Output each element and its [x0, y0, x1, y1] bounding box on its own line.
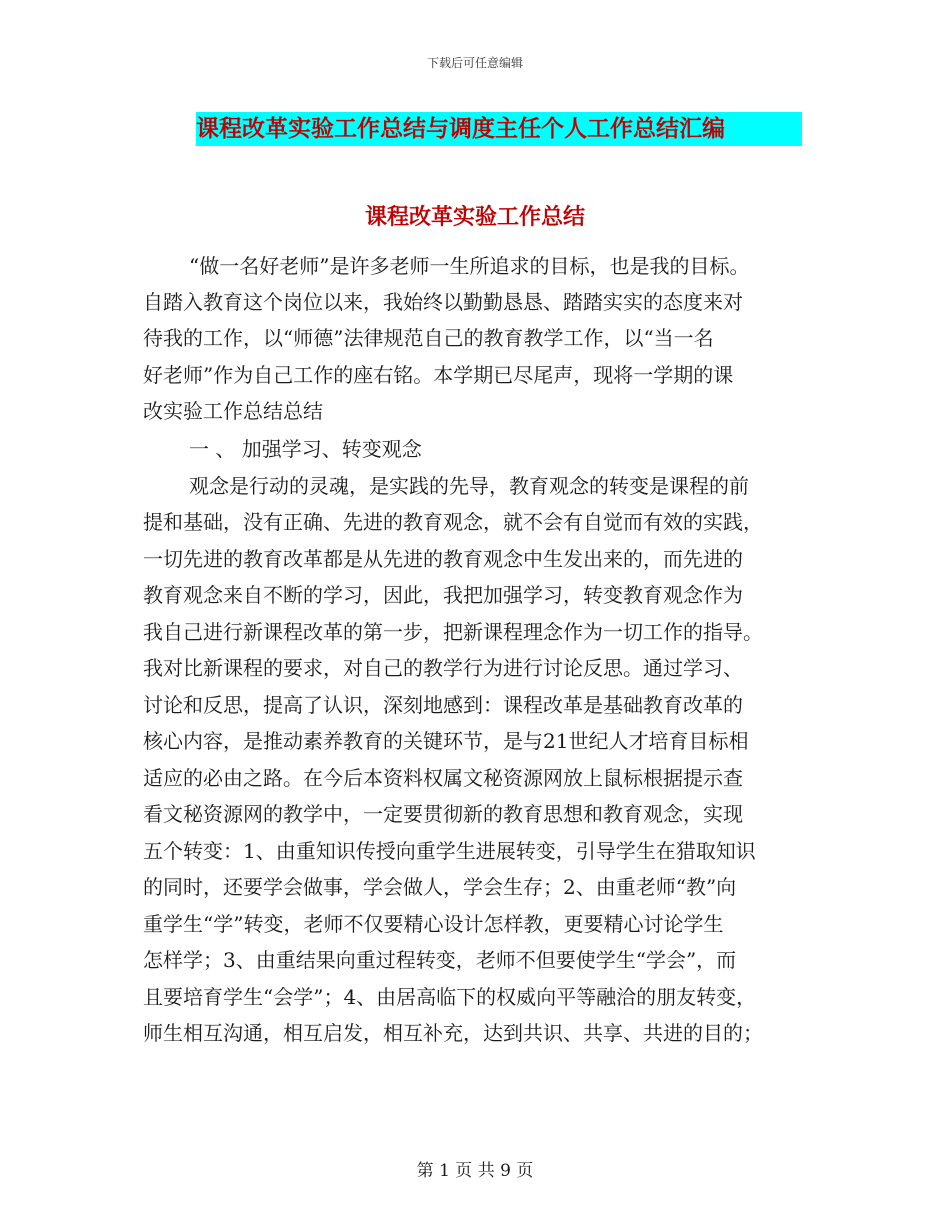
header-note: 下载后可任意编辑: [426, 56, 523, 70]
main-title: 课程改革实验工作总结与调度主任个人工作总结汇编: [196, 112, 802, 146]
page-footer: 第 1 页 共 9 页: [416, 1161, 534, 1181]
paragraph-line: 核心内容，是推动素养教育的关键环节，是与21世纪人才培育目标相: [143, 729, 749, 753]
paragraph-line: 怎样学；3、由重结果向重过程转变，老师不但要使学生“学会”，而: [143, 948, 737, 972]
paragraph-line: 自踏入教育这个岗位以来，我始终以勤勤恳恳、踏踏实实的态度来对: [143, 290, 743, 314]
paragraph-line: 好老师”作为自己工作的座右铭。本学期已尽尾声，现将一学期的课: [143, 363, 734, 387]
heading-line: 一 、 加强学习、转变观念: [189, 437, 422, 461]
paragraph-line: 且要培育学生“会学”；4、由居高临下的权威向平等融洽的朋友转变，: [143, 985, 757, 1009]
paragraph-line: 提和基础，没有正确、先进的教育观念，就不会有自觉而有效的实践，: [143, 510, 763, 534]
paragraph-line: 师生相互沟通，相互启发，相互补充，达到共识、共享、共进的目的；: [143, 1021, 763, 1045]
paragraph-line: 五个转变：1、由重知识传授向重学生进展转变，引导学生在猎取知识: [143, 839, 756, 863]
paragraph-line: 的同时，还要学会做事，学会做人，学会生存；2、由重老师“教”向: [143, 875, 737, 899]
paragraph-line: 待我的工作，以“师德”法律规范自己的教育教学工作，以“当一名: [143, 326, 714, 350]
paragraph-line: 讨论和反思，提高了认识，深刻地感到：课程改革是基础教育改革的: [143, 693, 743, 717]
paragraph-line: 观念是行动的灵魂，是实践的先导，教育观念的转变是课程的前: [189, 474, 749, 498]
paragraph-line: 我自己进行新课程改革的第一步，把新课程理念作为一切工作的指导。: [143, 620, 763, 644]
paragraph-line: 教育观念来自不断的学习，因此，我把加强学习，转变教育观念作为: [143, 583, 743, 607]
paragraph-line: 看文秘资源网的教学中，一定要贯彻新的教育思想和教育观念，实现: [143, 802, 743, 826]
section-title: 课程改革实验工作总结: [364, 205, 585, 230]
paragraph-line: 改实验工作总结总结: [143, 399, 323, 423]
paragraph-line: 适应的必由之路。在今后本资料权属文秘资源网放上鼠标根据提示查: [143, 766, 743, 790]
paragraph-line: 一切先进的教育改革都是从先进的教育观念中生发出来的，而先进的: [143, 547, 743, 571]
paragraph-line: “做一名好老师”是许多老师一生所追求的目标，也是我的目标。: [189, 254, 750, 278]
paragraph-line: 我对比新课程的要求，对自己的教学行为进行讨论反思。通过学习、: [143, 656, 743, 680]
paragraph-line: 重学生“学”转变，老师不仅要精心设计怎样教，更要精心讨论学生: [143, 912, 724, 936]
